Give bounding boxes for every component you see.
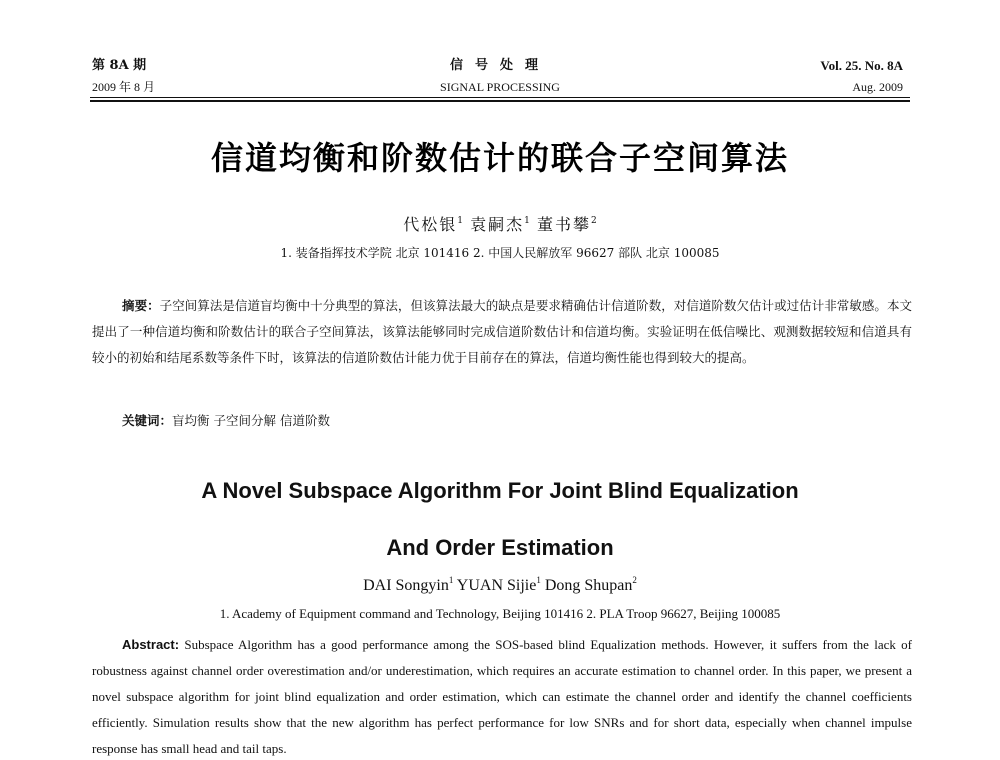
paper-title-en-line1: A Novel Subspace Algorithm For Joint Blind Equalization — [201, 478, 799, 503]
affiliation-marker: 1 — [448, 575, 454, 585]
abstract-en — [92, 632, 912, 760]
affiliation-marker: 1 — [524, 216, 530, 226]
author-name: 袁嗣杰 — [470, 215, 525, 234]
journal-name-en: SIGNAL PROCESSING — [440, 80, 560, 94]
journal-name-cn: 信号处理 — [449, 58, 550, 73]
abstract-label-en: Abstract: — [122, 637, 180, 652]
keywords-text-cn: 盲均衡 子空间分解 信道阶数 — [172, 413, 330, 428]
publication-date-en: Aug. 2009 — [852, 80, 903, 94]
issue-number: 第 8A 期 — [92, 58, 147, 73]
volume-number: Vol. 25. No. 8A — [820, 58, 903, 73]
abstract-text-en: Subspace Algorithm has a good performance among the SOS-based blind Equalization methods. However, it suffers from the lack of robustness against channel order overestimation and/or underestimation, which requires an accurate estimation to channel order. In this paper, we present a novel subspace algorithm for joint blind equalization and order estimation, which can estimate the channel order and identify the channel coefficients efficiently. Simulation results show that the new algorithm has perfect performance for low SNRs and for short data, especially when channel impulse response has small head and tail taps. — [92, 637, 913, 756]
affiliation-marker: 1 — [536, 575, 541, 585]
author-list-cn — [0, 212, 1000, 235]
header-rule-thin — [90, 97, 910, 98]
author-name: YUAN Sijie — [456, 577, 537, 594]
author-name: DAI Songyin — [363, 577, 449, 594]
affiliation-cn: 1. 装备指挥技术学院 北京 101416 2. 中国人民解放军 96627 部队 北京 100085 — [280, 246, 720, 260]
header-rule-thick — [90, 100, 910, 102]
author-list-en — [0, 575, 1000, 595]
abstract-cn — [92, 293, 912, 371]
affiliation-marker: 2 — [590, 216, 597, 226]
affiliation-en: 1. Academy of Equipment command and Technology, Beijing 101416 2. PLA Troop 96627, Beijing 100085 — [219, 606, 781, 621]
affiliation-marker: 2 — [632, 575, 637, 585]
affiliation-marker: 1 — [457, 216, 464, 226]
abstract-label-cn: 摘要： — [122, 298, 160, 313]
author-name: 董书攀 — [536, 215, 591, 234]
paper-title-en-line2: And Order Estimation — [386, 535, 614, 560]
author-name: Dong Shupan — [544, 577, 633, 594]
keywords-cn — [122, 411, 330, 431]
author-name: 代松银 — [403, 215, 458, 234]
publication-date-cn: 2009 年 8 月 — [92, 80, 156, 94]
keywords-label-cn: 关键词： — [122, 413, 173, 428]
abstract-text-cn: 子空间算法是信道盲均衡中十分典型的算法，但该算法最大的缺点是要求精确估计信道阶数，对信道阶数欠估计或过估计非常敏感。本文提出了一种信道均衡和阶数估计的联合子空间算法，该算法能够同时完成信道阶数估计和信道均衡。实验证明在低信噪比、观测数据较短和信道具有较小的初始和结尾系数等条件下时，该算法的信道阶数估计能力优于目前存在的算法，信道均衡性能也得到较大的提高。 — [92, 298, 912, 365]
paper-title-cn: 信道均衡和阶数估计的联合子空间算法 — [210, 139, 789, 177]
